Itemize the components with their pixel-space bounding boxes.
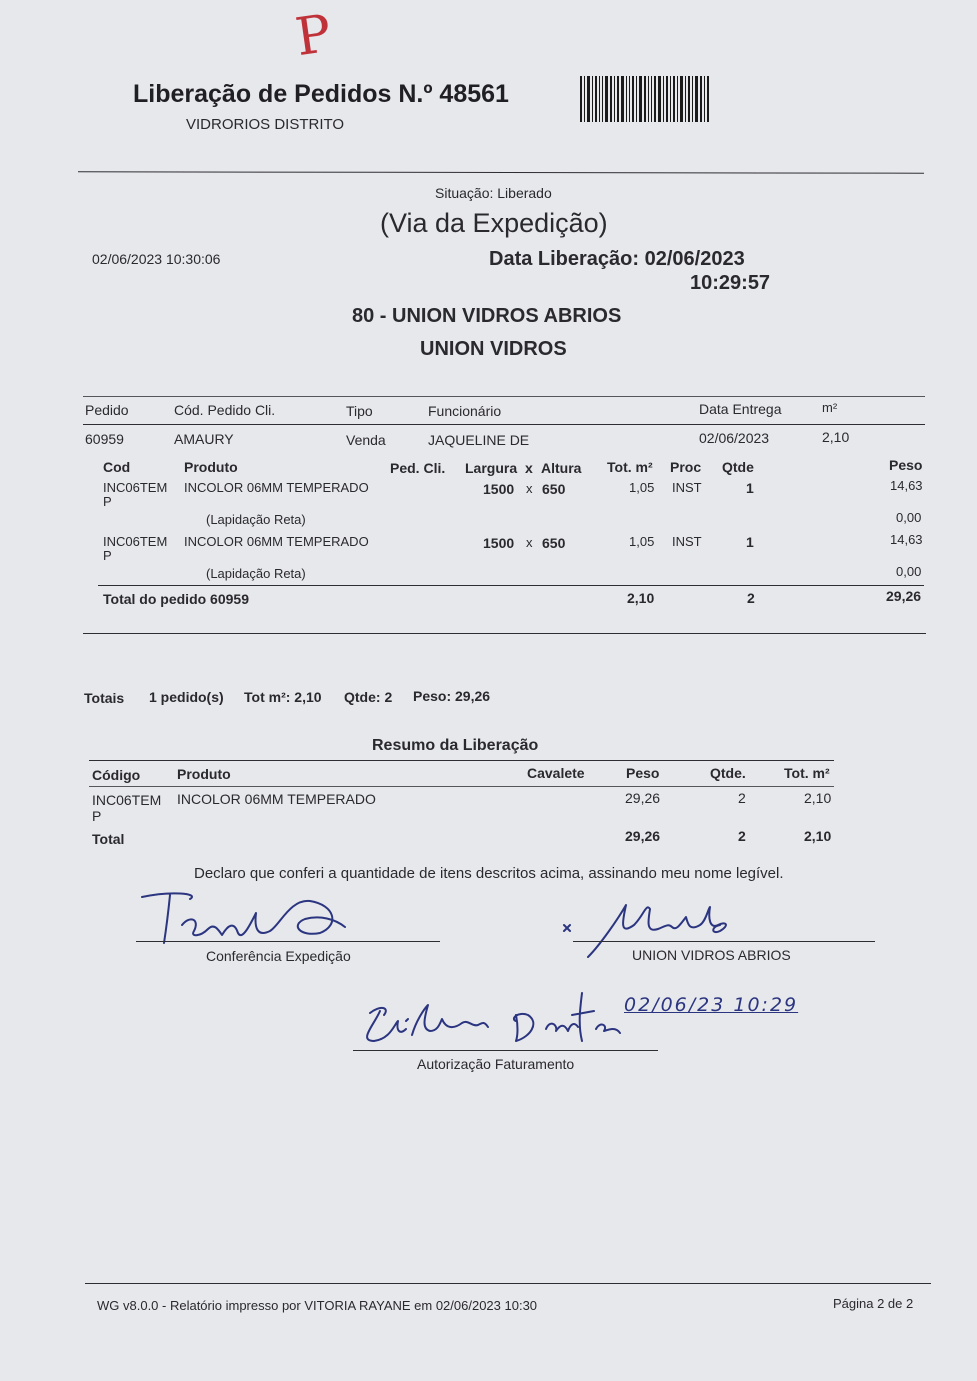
resumo-total-qtde: 2 [738, 828, 746, 844]
item-x: x [526, 535, 533, 550]
resumo-col-produto: Produto [177, 766, 231, 782]
items-col-produto: Produto [184, 459, 238, 475]
resumo-codigo-cont: P [92, 808, 102, 824]
cod-pedido-cli-value: AMAURY [174, 431, 234, 447]
items-col-peso: Peso [889, 457, 923, 473]
item-qtde: 1 [746, 480, 754, 496]
tipo-value: Venda [346, 432, 386, 448]
resumo-total-peso: 29,26 [625, 828, 661, 844]
order-total-label: Total do pedido 60959 [103, 591, 249, 607]
item-cod: INC06TEM [103, 480, 168, 495]
item-sub: (Lapidação Reta) [206, 566, 306, 581]
item-x: x [526, 481, 533, 496]
item-qtde: 1 [746, 534, 754, 550]
item-produto: INCOLOR 06MM TEMPERADO [184, 534, 369, 549]
resumo-title: Resumo da Liberação [372, 737, 539, 754]
item-largura: 1500 [483, 481, 515, 497]
resumo-col-cavalete: Cavalete [527, 765, 585, 781]
totals-label: Totais [84, 690, 125, 706]
totals-tot-m2: Tot m²: 2,10 [244, 689, 322, 705]
release-date: Data Liberação: 02/06/2023 [489, 248, 745, 270]
resumo-codigo: INC06TEM [92, 792, 162, 808]
items-col-tot-m2: Tot. m² [607, 459, 653, 475]
client-short-name: UNION VIDROS [420, 338, 567, 360]
handwritten-mark: P [291, 3, 336, 69]
items-col-altura: Altura [541, 460, 582, 476]
items-col-qtde: Qtde [722, 459, 754, 475]
col-m2: m² [822, 400, 838, 415]
item-largura: 1500 [483, 535, 515, 551]
status-text: Situação: Liberado [435, 185, 552, 201]
items-col-proc: Proc [670, 459, 702, 475]
resumo-col-tot-m2: Tot. m² [784, 765, 830, 781]
totals-pedidos: 1 pedido(s) [149, 689, 224, 705]
union-label: UNION VIDROS ABRIOS [632, 947, 791, 963]
item-altura: 650 [542, 481, 566, 497]
col-data-entrega: Data Entrega [699, 401, 782, 417]
resumo-qtde: 2 [738, 790, 746, 806]
item-sub-peso: 0,00 [896, 510, 922, 525]
release-time: 10:29:57 [690, 272, 771, 294]
col-cod-pedido-cli: Cód. Pedido Cli. [174, 402, 276, 418]
order-section-divider [83, 633, 926, 634]
items-col-ped-cli: Ped. Cli. [390, 460, 446, 476]
footer-page-number: Página 2 de 2 [833, 1296, 914, 1311]
resumo-header-line [89, 786, 834, 787]
order-header-top-line [83, 396, 925, 397]
items-col-largura: Largura [465, 460, 518, 476]
client-name: 80 - UNION VIDROS ABRIOS [352, 305, 622, 327]
item-sub-peso: 0,00 [896, 564, 922, 579]
barcode [580, 76, 730, 122]
signature-line-union [573, 941, 875, 942]
resumo-col-codigo: Código [92, 767, 141, 783]
totals-peso: Peso: 29,26 [413, 688, 491, 704]
totals-qtde: Qtde: 2 [344, 689, 393, 705]
item-cod-cont: P [103, 548, 112, 563]
item-sub: (Lapidação Reta) [206, 512, 306, 527]
item-cod: INC06TEM [103, 534, 168, 549]
handwritten-date: 02/06/23 10:29 [624, 994, 799, 1016]
order-header-bottom-line [83, 424, 925, 425]
item-peso: 14,63 [890, 478, 923, 493]
page-title: Liberação de Pedidos N.º 48561 [133, 80, 509, 108]
conferencia-label: Conferência Expedição [206, 948, 351, 964]
signature-line-autorizacao [353, 1050, 658, 1051]
order-total-peso: 29,26 [886, 588, 922, 604]
order-total-qtde: 2 [747, 590, 755, 606]
autorizacao-label: Autorização Faturamento [417, 1056, 575, 1072]
printed-datetime: 02/06/2023 10:30:06 [92, 251, 221, 267]
resumo-top-line [89, 760, 834, 761]
signature-line-conferencia [136, 941, 440, 942]
declaration-text: Declaro que conferi a quantidade de itens descritos acima, assinando meu nome legível. [194, 865, 784, 882]
footer-print-info: WG v8.0.0 - Relatório impresso por VITORIA RAYANE em 02/06/2023 10:30 [97, 1298, 538, 1313]
item-peso: 14,63 [890, 532, 923, 547]
resumo-total-tot-m2: 2,10 [804, 828, 832, 844]
funcionario-value: JAQUELINE DE [428, 432, 530, 448]
pedido-value: 60959 [85, 431, 124, 447]
header-divider [78, 171, 924, 173]
via-label: (Via da Expedição) [380, 208, 608, 238]
items-col-cod: Cod [103, 459, 131, 475]
signature-autorizacao [350, 985, 630, 1053]
company-name: VIDRORIOS DISTRITO [186, 116, 345, 133]
item-proc: INST [672, 480, 702, 495]
item-proc: INST [672, 534, 702, 549]
resumo-col-qtde: Qtde. [710, 765, 746, 781]
item-altura: 650 [542, 535, 566, 551]
footer-divider [85, 1283, 931, 1284]
item-produto: INCOLOR 06MM TEMPERADO [184, 480, 369, 495]
data-entrega-value: 02/06/2023 [699, 430, 770, 446]
items-col-x: x [525, 460, 533, 476]
resumo-tot-m2: 2,10 [804, 790, 832, 806]
col-funcionario: Funcionário [428, 403, 502, 419]
resumo-produto: INCOLOR 06MM TEMPERADO [177, 791, 376, 807]
item-tot-m2: 1,05 [629, 480, 655, 495]
resumo-total-label: Total [92, 831, 125, 847]
item-cod-cont: P [103, 494, 112, 509]
signature-conferencia [130, 885, 370, 955]
m2-value: 2,10 [822, 429, 850, 445]
order-total-m2: 2,10 [627, 590, 655, 606]
item-tot-m2: 1,05 [629, 534, 655, 549]
col-tipo: Tipo [346, 403, 373, 419]
resumo-peso: 29,26 [625, 790, 661, 806]
col-pedido: Pedido [85, 402, 129, 418]
resumo-col-peso: Peso [626, 765, 660, 781]
items-total-line [98, 585, 924, 586]
